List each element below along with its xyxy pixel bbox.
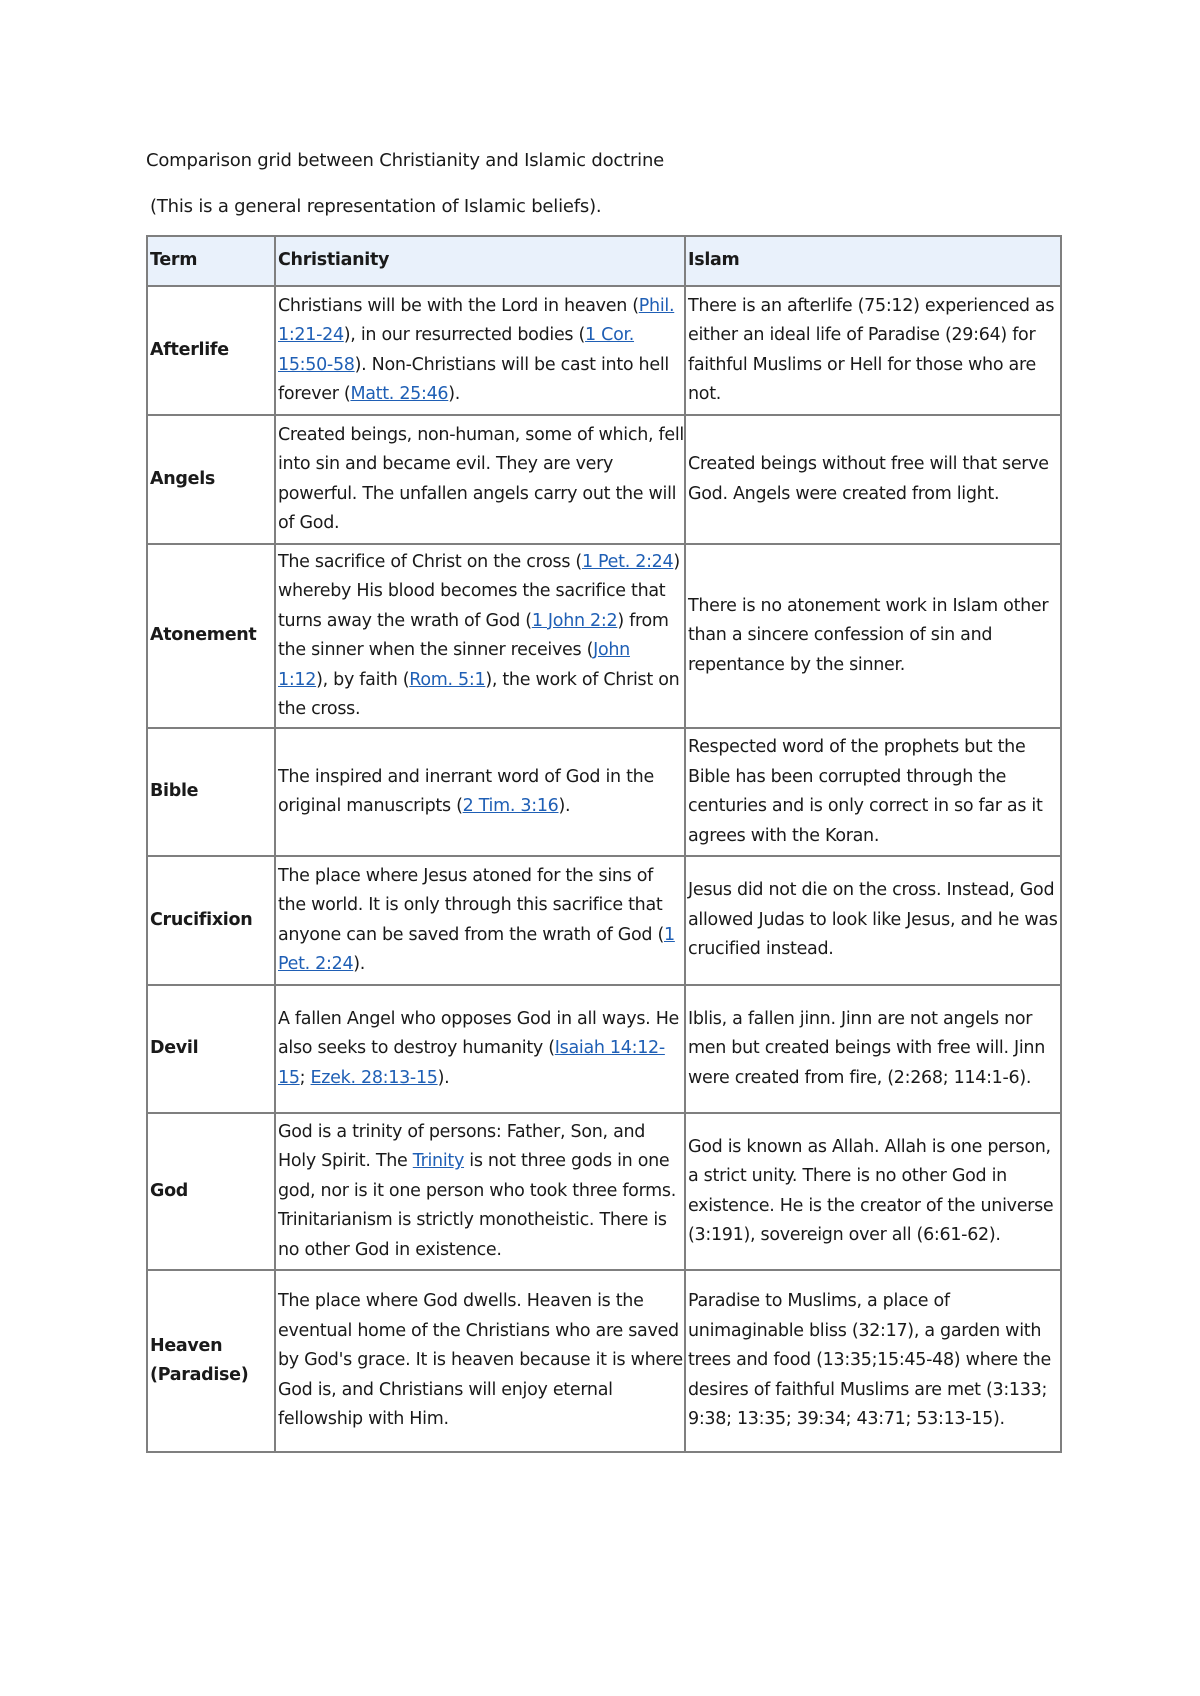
scripture-reference-link[interactable]: 1 Cor. 15:50-58 xyxy=(278,325,635,375)
scripture-reference-link[interactable]: Rom. 5:1 xyxy=(409,669,486,690)
cell-text: ). xyxy=(437,1067,450,1088)
islam-cell: Paradise to Muslims, a place of unimaginable bliss (32:17), a garden with trees and food (13:35;15:45-48) where the desires of faithful Muslims are met (3:133; 9:38; 13:35; 39:34; 43:71; 53:13-15). xyxy=(685,1270,1061,1452)
islam-cell: Respected word of the prophets but the Bible has been corrupted through the centuries and is only correct in so far as it agrees with the Koran. xyxy=(685,728,1061,856)
header-term: Term xyxy=(147,236,275,286)
islam-cell: Created beings without free will that serve God. Angels were created from light. xyxy=(685,415,1061,544)
cell-text: ), by faith ( xyxy=(316,669,410,690)
term-cell: Atonement xyxy=(147,544,275,728)
scripture-reference-link[interactable]: Matt. 25:46 xyxy=(350,384,449,404)
term-cell: God xyxy=(147,1113,275,1270)
comparison-table xyxy=(146,235,1062,1453)
scripture-reference-link[interactable]: Trinity xyxy=(412,1151,465,1172)
table-row xyxy=(147,544,1061,728)
islam-cell: Iblis, a fallen jinn. Jinn are not angels nor men but created beings with free will. Jinn were created from fire, (2:268; 114:1-6). xyxy=(685,985,1061,1113)
cell-text: A fallen Angel who opposes God in all ways. He also seeks to destroy humanity ( xyxy=(278,1008,680,1059)
table-header-row xyxy=(147,236,1061,286)
cell-text: ). xyxy=(353,954,366,974)
christianity-cell xyxy=(275,728,685,856)
cell-text: The place where Jesus atoned for the sins of the world. It is only through this sacrifice that anyone can be saved from the wrath of God ( xyxy=(278,865,664,945)
term-cell: Bible xyxy=(147,728,275,856)
islam-cell: Jesus did not die on the cross. Instead, God allowed Judas to look like Jesus, and he was crucified instead. xyxy=(685,856,1061,985)
document-title: Comparison grid between Christianity and Islamic doctrine xyxy=(146,150,665,171)
christianity-cell xyxy=(275,1113,685,1270)
term-cell: Afterlife xyxy=(147,286,275,415)
table-row xyxy=(147,286,1061,415)
cell-text: ; xyxy=(299,1067,311,1088)
christianity-cell xyxy=(275,985,685,1113)
christianity-cell xyxy=(275,544,685,728)
scripture-reference-link[interactable]: 1 Pet. 2:24 xyxy=(581,551,674,572)
document-subtitle: (This is a general representation of Islamic beliefs). xyxy=(150,196,602,217)
cell-text: ). Non-Christians will be cast into hell forever ( xyxy=(278,354,669,404)
scripture-reference-link[interactable]: 1 John 2:2 xyxy=(531,610,618,631)
islam-cell: God is known as Allah. Allah is one person, a strict unity. There is no other God in existence. He is the creator of the universe (3:191), sovereign over all (6:61-62). xyxy=(685,1113,1061,1270)
christianity-cell xyxy=(275,856,685,985)
christianity-cell xyxy=(275,415,685,544)
term-cell: Crucifixion xyxy=(147,856,275,985)
cell-text: The sacrifice of Christ on the cross ( xyxy=(278,551,582,572)
scripture-reference-link[interactable]: Isaiah 14:12-15 xyxy=(278,1038,665,1088)
table-row xyxy=(147,1113,1061,1270)
cell-text: ) from the sinner when the sinner receives ( xyxy=(278,610,669,660)
cell-text: Created beings, non-human, some of which, fell into sin and became evil. They are very powerful. The unfallen angels carry out the will of God. xyxy=(278,424,684,533)
islam-cell: There is no atonement work in Islam other than a sincere confession of sin and repentance by the sinner. xyxy=(685,544,1061,728)
cell-text: ), the work of Christ on the cross. xyxy=(278,669,680,719)
term-cell: Angels xyxy=(147,415,275,544)
term-cell: Devil xyxy=(147,985,275,1113)
scripture-reference-link[interactable]: John 1:12 xyxy=(278,640,630,690)
scripture-reference-link[interactable]: Ezek. 28:13-15 xyxy=(310,1067,438,1088)
christianity-cell xyxy=(275,1270,685,1452)
cell-text: is not three gods in one god, nor is it one person who took three forms. Trinitarianism is strictly monotheistic. There is no other God in existence. xyxy=(278,1151,676,1260)
header-islam: Islam xyxy=(685,236,1061,286)
islam-cell: There is an afterlife (75:12) experienced as either an ideal life of Paradise (29:64) for faithful Muslims or Hell for those who are not. xyxy=(685,286,1061,415)
cell-text: God is a trinity of persons: Father, Son, and Holy Spirit. The xyxy=(278,1121,646,1172)
cell-text: ). xyxy=(448,384,461,404)
table-body xyxy=(147,286,1061,1452)
table-row xyxy=(147,985,1061,1113)
scripture-reference-link[interactable]: Phil. 1:21-24 xyxy=(278,295,675,345)
scripture-reference-link[interactable]: 1 Pet. 2:24 xyxy=(278,924,675,974)
cell-text: ) whereby His blood becomes the sacrifice that turns away the wrath of God ( xyxy=(278,551,680,631)
table-row xyxy=(147,1270,1061,1452)
scripture-reference-link[interactable]: 2 Tim. 3:16 xyxy=(462,796,559,816)
cell-text: ), in our resurrected bodies ( xyxy=(343,325,586,345)
term-cell: Heaven (Paradise) xyxy=(147,1270,275,1452)
christianity-cell xyxy=(275,286,685,415)
cell-text: The inspired and inerrant word of God in the original manuscripts ( xyxy=(278,766,654,816)
table-row xyxy=(147,728,1061,856)
cell-text: ). xyxy=(558,796,571,816)
table-row xyxy=(147,415,1061,544)
header-christianity: Christianity xyxy=(275,236,685,286)
cell-text: The place where God dwells. Heaven is the eventual home of the Christians who are saved by God's grace. It is heaven because it is where God is, and Christians will enjoy eternal fellowship with Him. xyxy=(278,1291,683,1430)
table-row xyxy=(147,856,1061,985)
cell-text: Christians will be with the Lord in heaven ( xyxy=(278,295,639,316)
